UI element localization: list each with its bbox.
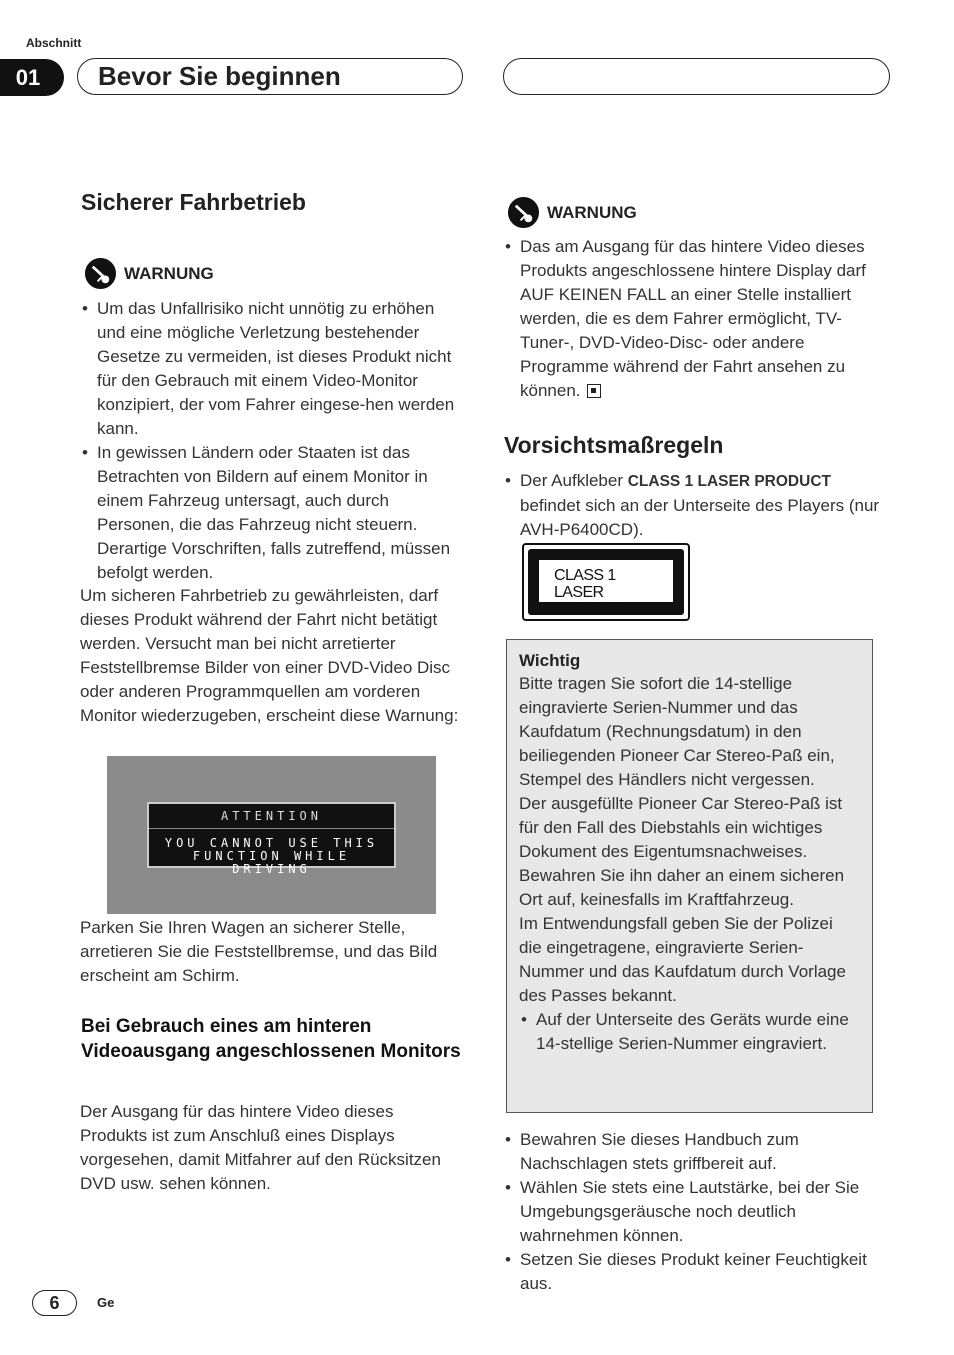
warning-heading-right bbox=[507, 196, 637, 229]
laser-label-image bbox=[522, 543, 690, 621]
laser-text-pre: Der Aufkleber bbox=[520, 471, 623, 490]
heading-precautions: Vorsichtsmaßregeln bbox=[504, 432, 724, 458]
list-item: • Bewahren Sie dieses Handbuch zum Nachschlagen stets griffbereit auf. bbox=[503, 1128, 888, 1176]
important-text-2: Der ausgefüllte Pioneer Car Stereo-Paß ist für den Fall des Diebstahls ein wichtiges Dokument des Eigentumsnachweises. Bewahren Sie ihn daher an einem sicheren Ort auf, keinesfalls im Kraftfahrzeug. bbox=[519, 794, 845, 909]
paragraph-safe-operation: Um sicheren Fahrbetrieb zu gewährleisten, darf dieses Produkt während der Fahrt nicht betätigt werden. Versucht man bei nicht arretierter Feststellbremse Bilder von einer DVD-Video Disc oder anderen Programmquellen am vorderen Monitor wiederzugeben, erscheint diese Warnung: bbox=[80, 586, 459, 725]
chapter-number-badge: 01 bbox=[0, 59, 64, 96]
attention-line-2: FUNCTION WHILE DRIVING bbox=[192, 849, 351, 876]
warning-hand-icon bbox=[84, 257, 117, 290]
chapter-title bbox=[77, 58, 463, 95]
list-item: • Wählen Sie stets eine Lautstärke, bei der Sie Umgebungsgeräusche noch deutlich wahrnehmen können. bbox=[503, 1176, 888, 1248]
subheading-rear-monitor: Bei Gebrauch eines am hinteren Videoausgang angeschlossenen Monitors bbox=[81, 1016, 461, 1062]
end-mark-icon bbox=[587, 384, 601, 398]
important-text-3: Im Entwendungsfall geben Sie der Polizei die eingetragene, eingravierte Serien-Nummer und das Kaufdatum durch Vorlage des Passes bekannt. bbox=[519, 914, 846, 1005]
warning-list-right bbox=[503, 235, 888, 403]
list-item: • In gewissen Ländern oder Staaten ist das Betrachten von Bildern auf einem Monitor in einem Fahrzeug untersagt, auch durch Personen, die das Fahrzeug nicht steuern. Derartige Vorschriften, falls zutreffend, müssen befolgt werden. bbox=[80, 441, 465, 585]
warning-hand-icon bbox=[507, 196, 540, 229]
list-item bbox=[503, 469, 888, 542]
laser-list bbox=[503, 469, 888, 542]
important-text-1: Bitte tragen Sie sofort die 14-stellige eingravierte Serien-Nummer und das Kaufdatum (Rechnungsdatum) in den beiliegenden Pioneer Car Stereo-Paß ein, Stempel des Händlers nicht vergessen. bbox=[519, 674, 835, 789]
list-item: • Auf der Unterseite des Geräts wurde eine 14-stellige Serien-Nummer eingraviert. bbox=[519, 1008, 860, 1056]
paragraph-park: Parken Sie Ihren Wagen an sicherer Stelle, arretieren Sie die Feststellbremse, und das Bild erscheint am Schirm. bbox=[80, 918, 438, 985]
laser-label-line-1: CLASS 1 bbox=[554, 567, 616, 584]
laser-text-bold: CLASS 1 LASER PRODUCT bbox=[627, 473, 831, 490]
important-list bbox=[519, 1008, 860, 1056]
warning-heading-left bbox=[84, 257, 214, 290]
language-code: Ge bbox=[97, 1295, 115, 1310]
chapter-title-text: Bevor Sie beginnen bbox=[98, 61, 341, 91]
laser-text-post: befindet sich an der Unterseite des Players (nur AVH-P6400CD). bbox=[520, 496, 880, 539]
list-item: • Um das Unfallrisiko nicht unnötig zu erhöhen und eine mögliche Verletzung bestehender Gesetze zu vermeiden, ist dieses Produkt nicht für den Gebrauch mit einem Video-Monitor konzipiert, der vom Fahrer eingese-hen werden kann. bbox=[80, 297, 465, 441]
laser-label-line-2: LASER PRODUCT bbox=[554, 584, 629, 618]
attention-title: ATTENTION bbox=[149, 804, 394, 829]
laser-label-plate bbox=[539, 560, 673, 618]
laser-label-frame bbox=[528, 549, 684, 618]
chapter-empty-box bbox=[503, 58, 890, 95]
paragraph-rear-output: Der Ausgang für das hintere Video dieses Produkts ist zum Anschluß eines Displays vorgesehen, damit Mitfahrer auf den Rücksitzen DVD usw. sehen können. bbox=[80, 1102, 441, 1193]
attention-line-1: YOU CANNOT USE THIS bbox=[164, 836, 379, 850]
section-label: Abschnitt bbox=[26, 36, 82, 50]
attention-screen-image bbox=[107, 756, 436, 914]
warning-list-left bbox=[80, 297, 465, 585]
list-item: • Setzen Sie dieses Produkt keiner Feuchtigkeit aus. bbox=[503, 1248, 888, 1296]
warning-text: Das am Ausgang für das hintere Video dieses Produkts angeschlossene hintere Display darf AUF KEINEN FALL an einer Stelle installiert werden, die es dem Fahrer ermöglicht, TV-Tuner-, DVD-Video-Disc- oder andere Programme während der Fahrt ansehen zu können. bbox=[520, 237, 866, 400]
attention-panel bbox=[147, 802, 396, 876]
precautions-list bbox=[503, 1128, 888, 1296]
important-box bbox=[506, 639, 873, 1113]
page-number: 6 bbox=[32, 1290, 77, 1316]
heading-safe-driving: Sicherer Fahrbetrieb bbox=[81, 189, 306, 215]
warning-label: WARNUNG bbox=[547, 202, 637, 222]
important-title: Wichtig bbox=[519, 651, 581, 670]
warning-label: WARNUNG bbox=[124, 263, 214, 283]
list-item bbox=[503, 235, 888, 403]
